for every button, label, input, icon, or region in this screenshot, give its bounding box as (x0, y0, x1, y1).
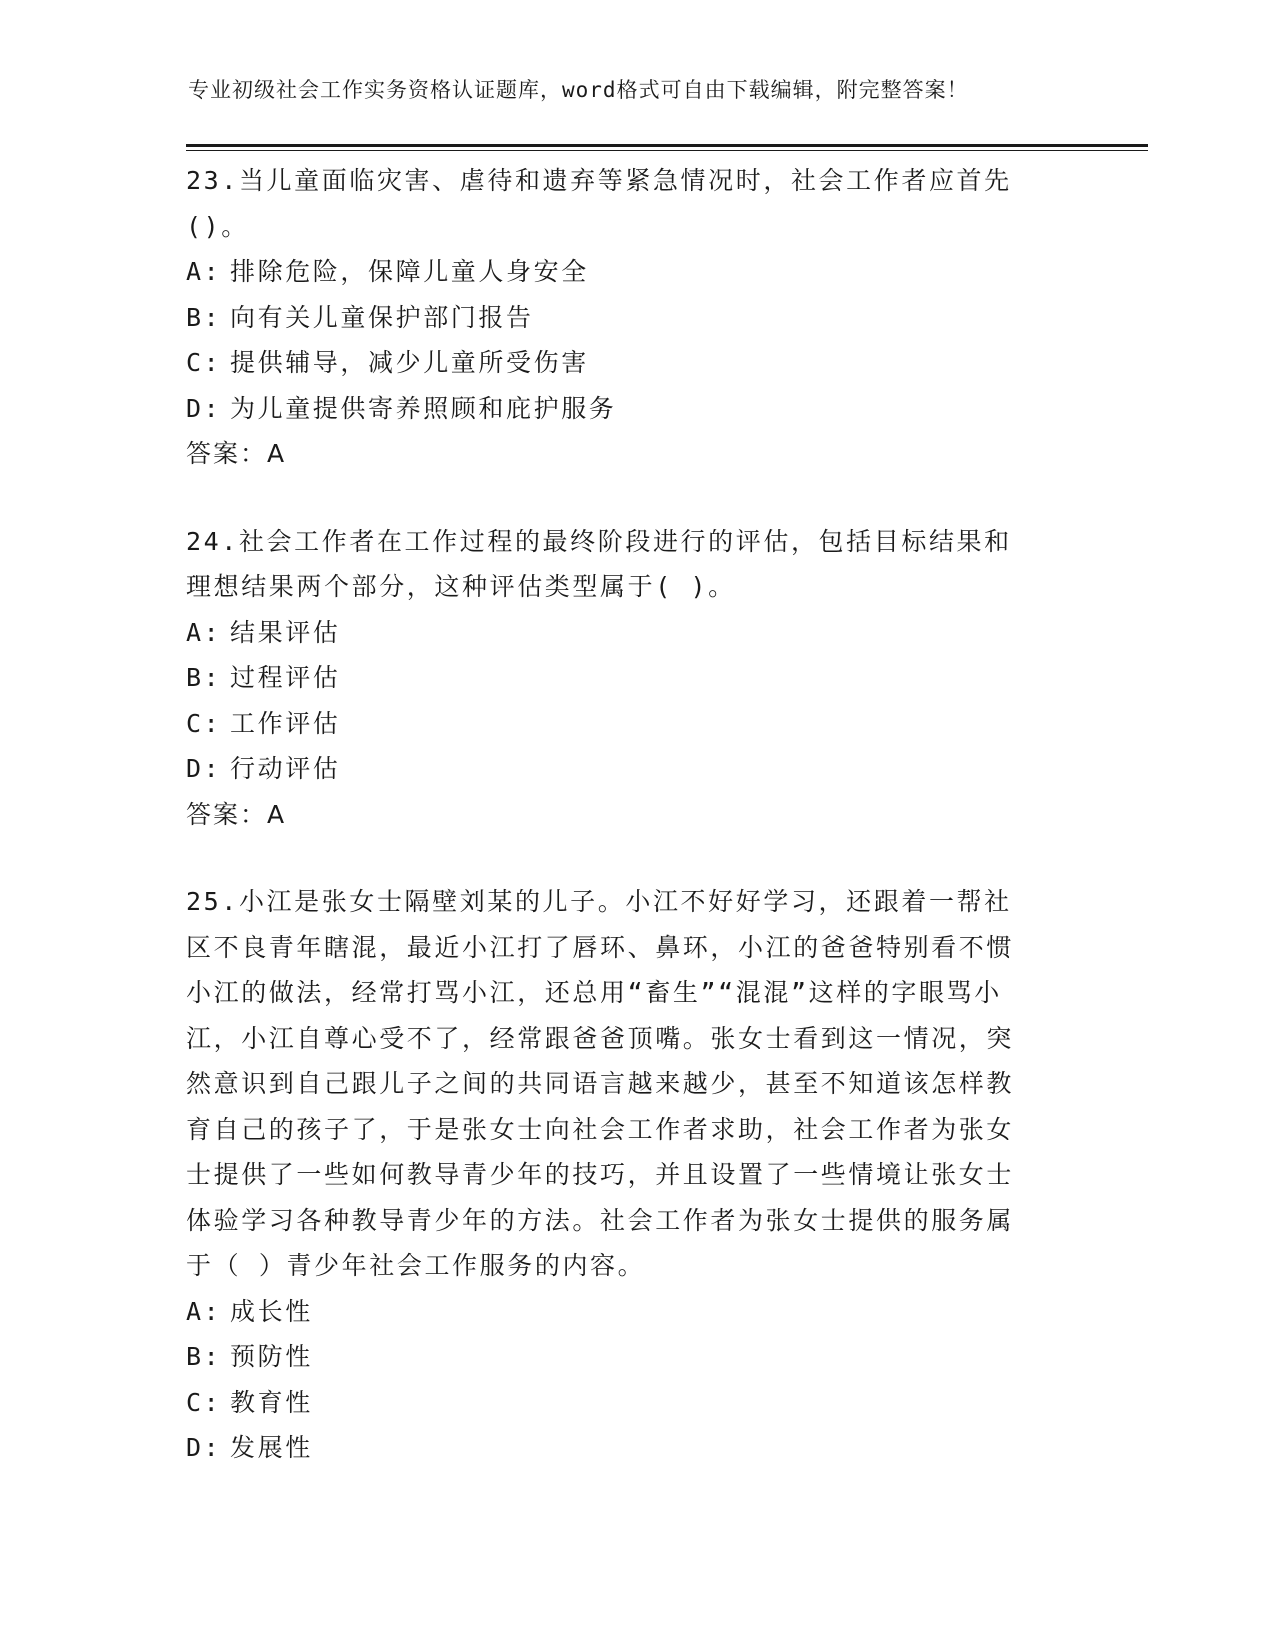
option-text: 教育性 (230, 1387, 313, 1417)
option-letter: C: (186, 1387, 222, 1417)
option-text: 成长性 (230, 1296, 313, 1326)
option-a (186, 249, 1086, 295)
question-24 (186, 519, 1086, 838)
question-23 (186, 158, 1086, 477)
option-text: 行动评估 (230, 754, 341, 783)
answer-line: 答案：A (186, 799, 287, 829)
option-c (186, 701, 1086, 747)
option-letter: A: (186, 257, 222, 286)
header-divider-thick (186, 144, 1148, 147)
question-text: 23.当儿童面临灾害、虐待和遗弃等紧急情况时，社会工作者应首先()。 (186, 166, 1012, 241)
option-d (186, 1425, 1086, 1471)
option-text: 为儿童提供寄养照顾和庇护服务 (230, 393, 617, 423)
question-text: 25.小江是张女士隔壁刘某的儿子。小江不好好学习，还跟着一帮社区不良青年瞎混，最近小江打了唇环、鼻环，小江的爸爸特别看不惯小江的做法，经常打骂小江，还总用“畜生”“混混”这样的字眼骂小江，小江自尊心受不了，经常跟爸爸顶嘴。张女士看到这一情况，突然意识到自己跟儿子之间的共同语言越来越少，甚至不知道该怎样教育自己的孩子了，于是张女士向社会工作者求助，社会工作者为张女士提供了一些如何教导青少年的技巧，并且设置了一些情境让张女士体验学习各种教导青少年的方法。社会工作者为张女士提供的服务属于（ ）青少年社会工作服务的内容。 (186, 887, 1015, 1280)
option-text: 发展性 (230, 1433, 313, 1462)
option-letter: C: (186, 348, 222, 377)
option-text: 工作评估 (230, 708, 341, 738)
option-c (186, 340, 1086, 386)
option-text: 排除危险，保障儿童人身安全 (230, 257, 589, 286)
option-text: 预防性 (230, 1342, 313, 1371)
option-letter: A: (186, 1296, 222, 1326)
option-b (186, 295, 1086, 341)
option-a (186, 1289, 1086, 1335)
question-text: 24.社会工作者在工作过程的最终阶段进行的评估，包括目标结果和理想结果两个部分，这种评估类型属于( )。 (186, 526, 1012, 601)
option-b (186, 1334, 1086, 1380)
option-letter: B: (186, 1342, 222, 1371)
option-letter: D: (186, 1433, 222, 1462)
option-letter: D: (186, 754, 222, 783)
option-letter: C: (186, 708, 222, 738)
option-letter: D: (186, 393, 222, 423)
option-d (186, 386, 1086, 432)
option-letter: B: (186, 663, 222, 692)
option-c (186, 1380, 1086, 1426)
option-text: 提供辅导，减少儿童所受伤害 (230, 348, 589, 377)
header-divider-thin (186, 150, 1148, 151)
option-a (186, 610, 1086, 656)
option-d (186, 746, 1086, 792)
option-b (186, 655, 1086, 701)
page-header: 专业初级社会工作实务资格认证题库，word格式可自由下载编辑，附完整答案！ (188, 78, 969, 102)
option-letter: A: (186, 617, 222, 647)
question-25 (186, 879, 1086, 1471)
option-text: 向有关儿童保护部门报告 (230, 302, 534, 332)
option-letter: B: (186, 302, 222, 332)
answer-line: 答案：A (186, 439, 287, 468)
question-list (186, 158, 1086, 1513)
option-text: 结果评估 (230, 617, 341, 647)
option-text: 过程评估 (230, 663, 341, 692)
